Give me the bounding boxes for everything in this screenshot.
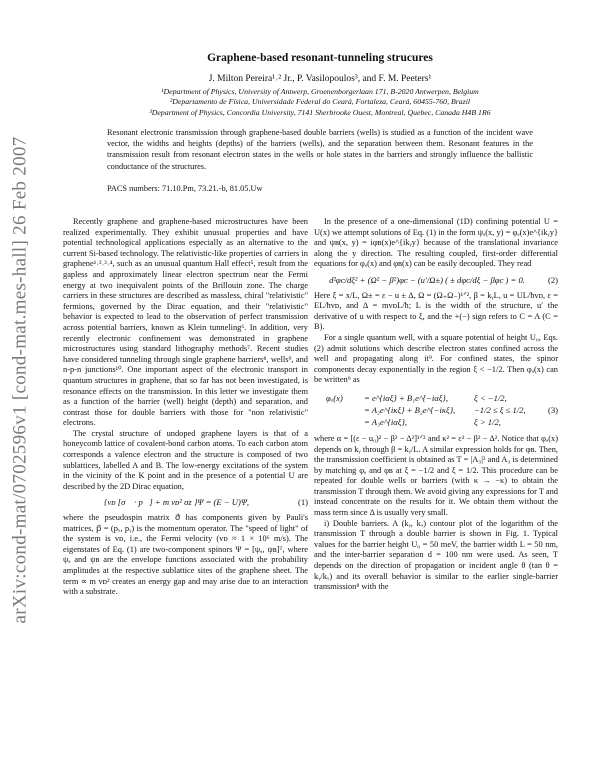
equation-3-row (326, 404, 540, 416)
paragraph-pseudospin: where the pseudospin matrix σ⃗ has components given by Pauli's matrices, p⃗ = (pₓ, pᵧ) is the momentum operator. The "speed of light" of the system is vᴅ, i.e., the Fermi velocity (vᴅ ≈ 1 × 10⁶ m/s). The eigenstates of Eq. (1) are two-component spinors Ψ = [ψₐ, ψʙ]ᵀ, where ψₐ and ψʙ are the envelope functions associated with the probability amplitudes at the respective sublattice sites of the graphene sheet. The term ∝ m vᴅ² creates an energy gap and may arise due to an interaction with a substrate. (63, 513, 308, 597)
paragraph-intro: Recently graphene and graphene-based microstructures have been realized experimentally. They exhibit unusual properties and have potential technological applications especially as an alternative to the current Si-based technology. The relativistic-like properties of carriers in graphene¹˒²˒³˒⁴, such as an unusual quantum Hall effect⁵, result from the gapless and approximately linear electron spectrum near the Fermi energy at two inequivalent points of the Brillouin zone. The charge carriers in these structures are described as massless, chiral "relativistic" fermions, governed by the Dirac equation, and their "relativistic" behavior is expected to lead to the observation of perfect transmission across potential barriers, known as Klein tunneling⁶. In addition, very recently electronic confinement was demonstrated in graphene microstructures using standard lithography methods⁷. Recent studies have considered tunneling through single graphene barriers⁸, wells⁹, and n-p-n junctions¹⁰. One important aspect of the electronic transport in quantum structures in graphene, that so far has not been investigated, is resonance effects on the transmission. In this letter we investigate them as a function of the barrier (well) height (depth) and separation, and contrast those for double barriers with those for "non relativistic" electrons. (63, 217, 308, 428)
equation-1-body: {vᴅ [σ⃗ · p⃗] + m vᴅ² σᴢ }Ψ = (E − U)Ψ, (103, 497, 250, 508)
left-column (63, 217, 308, 598)
affiliation-2: ²Departamento de Física, Universidade Federal do Ceará, Fortaleza, Ceará, 60455-760, Brazil (169, 97, 471, 107)
equation-1-number: (1) (297, 497, 308, 508)
paragraph-double-barriers: i) Double barriers. A (kᵧ, kₓ) contour plot of the logarithm of the transmission T through a double barrier is shown in Fig. 1. Typical values for the barrier height U₀ = 50 meV, the barrier width L = 50 nm, and the inter-barrier separation d = 100 nm were used. As seen, T depends on the direction of propagation or incident angle θ (tan θ = kᵧ/kₓ) and its overall behavior is similar to the earlier single-barrier transmission⁸ with the (314, 518, 558, 592)
equation-3-rhs: = A₂e^{iκξ} + B₂e^{−iκξ}, (364, 404, 456, 415)
equation-3-number: (3) (547, 404, 558, 415)
equation-3 (314, 392, 558, 428)
equation-3-rhs: = A₃e^{iαξ}, (364, 416, 408, 427)
equation-3-condition: ξ < −1/2, (474, 392, 507, 403)
paragraph-potential: In the presence of a one-dimensional (1D) confining potential U = U(x) we attempt solutions of Eq. (1) in the form ψₐ(x, y) = φₐ(x)e^{ikᵧy} and ψʙ(x, y) = iφʙ(x)e^{ikᵧy} because of the translational invariance along the y direction. The resulting coupled, first-order differential equations for φₐ(x) and φʙ(x) can be easily decoupled. They read (314, 217, 558, 269)
equation-2-number: (2) (547, 274, 558, 285)
right-column (314, 217, 558, 593)
equation-3-lhs (326, 404, 364, 416)
equation-2-body: d²φᴄ/dξ² + (Ω² − β²)φᴄ − (u′/Ω±) ( ± dφᴄ/dξ − βφᴄ ) = 0. (329, 274, 525, 285)
paragraph-transmission: where α = [(ε − u₀)² − β² − Δ²]¹ᐟ² and κ² = ε² − β² − Δ². Notice that φₐ(x) depends on kᵧ through β = kᵧ/L. A similar expression holds for φʙ. Then, the transmission coefficient is obtained as T = |A₃|² and A₃ is determined by matching φₐ and φʙ at ξ = −1/2 and ξ = 1/2. This procedure can be repeated for double wells or barriers (with κ → −κ) to obtain the transmission T through them. We avoid giving any expressions for T and instead concentrate on the results for it. We obtain them without the mass term since Δ is usually very small. (314, 433, 558, 518)
pacs-numbers: PACS numbers: 71.10.Pm, 73.21.-b, 81.05.Uw (107, 184, 263, 193)
paragraph-crystal: The crystal structure of undoped graphene layers is that of a honeycomb lattice of covalent-bond carbon atoms. To each carbon atom corresponds a valence electron and the structure is composed of two sublattices, labelled A and B. The low-energy excitations of the system in the vicinity of the K point and in the presence of a potential U are described by the 2D Dirac equation, (63, 428, 308, 491)
equation-3-rhs: = e^{iαξ} + B₁e^{−iαξ}, (364, 392, 449, 403)
equation-3-condition: −1/2 ≤ ξ ≤ 1/2, (474, 404, 526, 415)
equation-3-lhs (326, 416, 364, 428)
affiliation-1: ¹Department of Physics, University of Antwerp, Groenenborgerlaan 171, B-2020 Antwerpen, Belgium (161, 87, 479, 96)
equation-3-row (326, 416, 540, 428)
author-list: J. Milton Pereira¹˒² Jr., P. Vasilopoulos³, and F. M. Peeters¹ (208, 74, 432, 84)
equation-3-lhs: φₐ(x) (326, 392, 343, 403)
arxiv-stamp (2, 30, 38, 730)
affiliation-3: ³Department of Physics, Concordia University, 7141 Sherbrooke Ouest, Montreal, Quebec, Canada H4B 1R6 (149, 107, 491, 117)
equation-2 (314, 275, 558, 286)
abstract: Resonant electronic transmission through graphene-based double barriers (wells) is studied as a function of the incident wave vector, the widths and heights (depths) of the barriers (wells), and the separation between them. Resonant features in the transmission result from resonant electron states in the wells or hole states in the barriers and strongly influence the ballistic conductance of the structures. (107, 128, 533, 171)
affiliations (60, 87, 580, 118)
arxiv-stamp-text: arXiv:cond-mat/0702596v1 [cond-mat.mes-hall] 26 Feb 2007 (9, 136, 31, 624)
equation-3-row (326, 392, 540, 404)
paragraph-definitions: Here ξ = x/L, Ω± = ε − u ± Δ, Ω = (Ω₊Ω₋)¹ᐟ², β = kᵧL, u = UL/ħvᴅ, ε = EL/ħvᴅ, and Δ = mvᴅL/ħ; L is the width of the structure, u′ the derivative of u with respect to ξ, and the +(−) sign refers to C = A (C = B). (314, 290, 558, 332)
equation-3-rows (314, 392, 540, 428)
equation-1 (63, 497, 308, 508)
paragraph-single-well: For a single quantum well, with a square potential of height U₀, Eqs. (2) admit solutions which describe electron states confined across the well and propagating along it⁹. For confined states, the spinor components decay exponentially in the region ξ < −1/2. Then φₐ(x) can be written⁹ as (314, 332, 558, 385)
paper-title: Graphene-based resonant-tunneling strucures (207, 52, 433, 64)
equation-3-condition: ξ > 1/2, (474, 416, 501, 427)
